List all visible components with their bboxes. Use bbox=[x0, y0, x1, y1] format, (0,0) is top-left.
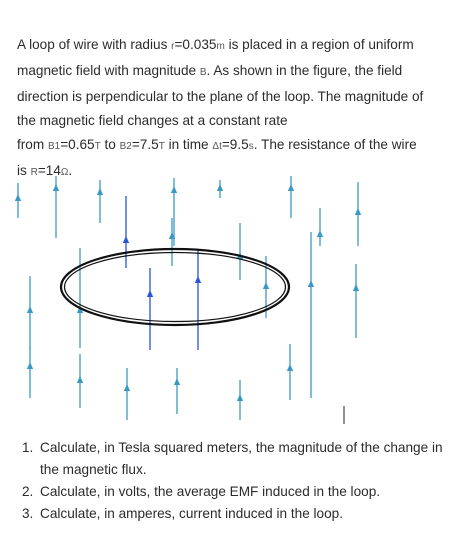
b2-unit: T bbox=[158, 141, 165, 152]
arrow-head-icon bbox=[287, 364, 293, 371]
arrow-head-icon bbox=[317, 230, 323, 237]
wire-loop bbox=[61, 249, 289, 325]
resistance-unit: Ω bbox=[60, 167, 69, 178]
question-item bbox=[22, 437, 462, 481]
arrow-head-icon bbox=[217, 184, 223, 191]
text: A loop of wire with radius bbox=[17, 37, 172, 52]
arrow-head-icon bbox=[237, 394, 243, 401]
b1-symbol: B1 bbox=[47, 141, 61, 152]
resistance-symbol: R bbox=[30, 167, 38, 178]
question-text: Calculate, in Tesla squared meters, the magnitude of the change in the magnetic flux. bbox=[40, 440, 443, 477]
b1-value: =0.65 bbox=[60, 137, 95, 152]
question-list bbox=[22, 437, 462, 525]
arrow-head-icon bbox=[171, 186, 177, 193]
arrow-head-icon bbox=[27, 306, 33, 313]
problem-line-3: direction is perpendicular to the plane of the loop. The magnitude of bbox=[17, 89, 424, 104]
arrow-head-icon bbox=[308, 280, 314, 287]
problem-line-5 bbox=[17, 133, 462, 159]
question-item bbox=[22, 503, 462, 525]
dt-unit: s bbox=[248, 141, 254, 152]
question-number: 3. bbox=[22, 506, 34, 521]
b2-value: =7.5 bbox=[131, 137, 159, 152]
arrow-head-icon bbox=[147, 290, 153, 297]
text: from bbox=[17, 137, 48, 152]
question-number: 1. bbox=[22, 440, 34, 455]
arrow-head-icon bbox=[77, 376, 83, 383]
text: . bbox=[68, 163, 73, 178]
question-number: 2. bbox=[22, 484, 34, 499]
text: is placed in a region of uniform bbox=[224, 37, 414, 52]
arrow-head-icon bbox=[353, 284, 359, 291]
problem-line-2 bbox=[17, 59, 462, 85]
arrow-head-icon bbox=[27, 362, 33, 369]
resistance-value: =14 bbox=[37, 163, 61, 178]
b2-symbol: B2 bbox=[119, 141, 132, 152]
question-text: Calculate, in volts, the average EMF induced in the loop. bbox=[40, 484, 381, 499]
radius-symbol: r bbox=[171, 41, 175, 52]
arrow-head-icon bbox=[53, 184, 59, 191]
arrow-head-icon bbox=[263, 282, 269, 289]
dt-symbol: Δt bbox=[212, 141, 222, 152]
arrow-head-icon bbox=[174, 378, 180, 385]
field-symbol: B bbox=[199, 67, 207, 78]
arrow-head-icon bbox=[124, 384, 130, 391]
arrow-head-icon bbox=[15, 194, 21, 201]
text: magnetic field with magnitude bbox=[17, 63, 200, 78]
arrow-head-icon bbox=[97, 188, 103, 195]
dt-value: =9.5 bbox=[221, 137, 249, 152]
problem-line-1 bbox=[17, 33, 462, 59]
question-item bbox=[22, 481, 462, 503]
arrow-head-icon bbox=[195, 276, 201, 283]
wire-loop-inner bbox=[65, 253, 286, 322]
text: . As shown in the figure, the field bbox=[206, 63, 403, 78]
text: in time bbox=[164, 137, 213, 152]
magnetic-field-figure bbox=[0, 168, 474, 430]
radius-unit: m bbox=[216, 41, 225, 52]
problem-statement bbox=[17, 33, 462, 185]
radius-value: =0.035 bbox=[174, 37, 217, 52]
arrow-head-icon bbox=[288, 184, 294, 191]
text: is bbox=[17, 163, 31, 178]
problem-line-4: the magnetic field changes at a constant rate bbox=[17, 113, 288, 128]
b1-unit: T bbox=[94, 141, 101, 152]
text: to bbox=[100, 137, 120, 152]
arrow-head-icon bbox=[123, 236, 129, 243]
text: . The resistance of the wire bbox=[253, 137, 417, 152]
arrow-head-icon bbox=[355, 208, 361, 215]
question-text: Calculate, in amperes, current induced in the loop. bbox=[40, 506, 344, 521]
